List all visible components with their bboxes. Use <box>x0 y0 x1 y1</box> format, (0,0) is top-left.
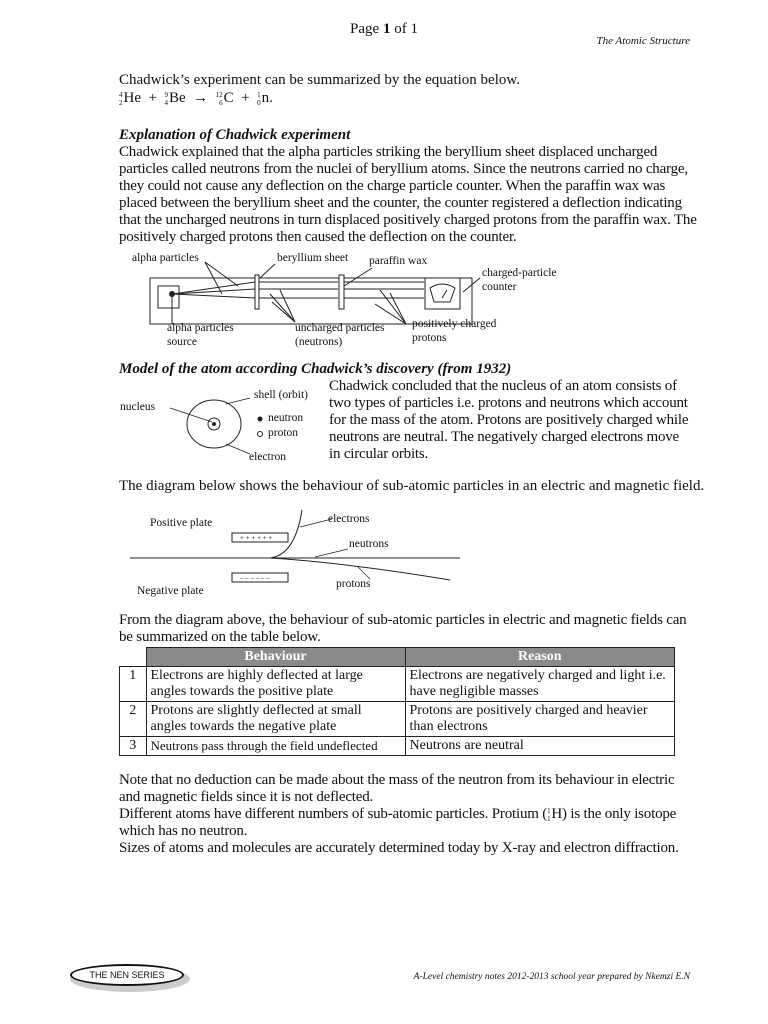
footer-credit: A-Level chemistry notes 2012-2013 school year prepared by Nkemzi E.N <box>413 972 690 982</box>
label-proton: proton <box>268 427 299 439</box>
uncharged-line2: (neutrons) <box>295 336 343 348</box>
header-behaviour: Behaviour <box>146 648 405 667</box>
table-intro: From the diagram above, the behaviour of sub-atomic particles in electric and magnetic fields can be summarized on the table below. <box>119 612 687 645</box>
label-beryllium-sheet: beryllium sheet <box>277 252 349 264</box>
label-counter <box>482 266 557 294</box>
be-z: 4 <box>164 98 168 107</box>
atom-model-diagram <box>150 388 270 458</box>
label-electrons: electrons <box>328 513 370 525</box>
row-number: 3 <box>120 737 147 756</box>
label-electron: electron <box>249 451 287 463</box>
page-prefix: Page <box>350 21 383 37</box>
protons-line1: positively charged <box>412 318 497 330</box>
h-mass: 1 <box>547 806 551 815</box>
header-reason: Reason <box>405 648 675 667</box>
protons-line2: protons <box>412 332 447 344</box>
label-protons-field: protons <box>336 578 371 590</box>
row-number: 1 <box>120 667 147 702</box>
be-mass: 9 <box>164 90 168 99</box>
behaviour-cell: Neutrons pass through the field undeflected <box>146 737 405 756</box>
label-alpha-particles: alpha particles <box>132 252 199 264</box>
label-source <box>167 321 234 349</box>
n-z: 0 <box>257 98 261 107</box>
counter-line2: counter <box>482 281 517 293</box>
model-heading: Model of the atom according Chadwick’s discovery (from 1932) <box>119 361 512 377</box>
n: n. <box>261 90 273 106</box>
intro-text: Chadwick’s experiment can be summarized by the equation below. <box>119 72 520 88</box>
reason-cell: Protons are positively charged and heavier than electrons <box>405 702 675 737</box>
plus: + <box>148 90 157 106</box>
explanation-text: Chadwick explained that the alpha particles striking the beryllium sheet displaced uncharged particles called neutrons from the nuclei of beryllium atoms. Since the neutrons carried no charge, they could not cause any deflection on the charge particle counter. When the paraffin wax was placed between the beryllium sheet and the counter, the counter registered a deflection indicating that the uncharged neutrons in turn displaced positively charged protons from the paraffin wax. The positively charged protons then caused the deflection on the counter. <box>119 144 697 245</box>
uncharged-line1: uncharged particles <box>295 322 385 334</box>
page-current: 1 <box>382 21 391 37</box>
c-z: 6 <box>219 98 223 107</box>
paraffin-wax <box>339 275 344 309</box>
chadwick-equation <box>119 90 273 107</box>
explanation-heading: Explanation of Chadwick experiment <box>119 127 351 143</box>
page-suffix: of 1 <box>390 21 418 37</box>
he: He <box>123 90 141 106</box>
label-neutron: neutron <box>268 412 304 424</box>
source-line2: source <box>167 336 198 348</box>
plus-signs: + + + + + + <box>240 534 273 542</box>
be: Be <box>168 90 186 106</box>
label-positive-plate: Positive plate <box>150 517 213 529</box>
label-paraffin-wax: paraffin wax <box>369 255 428 267</box>
notes <box>119 772 694 857</box>
row-number: 2 <box>120 702 147 737</box>
note-protium-b: H) is the only isotope which has no neutron. <box>119 806 677 839</box>
note-neutron-mass: Note that no deduction can be made about the mass of the neutron from its behaviour in electric and magnetic fields since it is not deflected. <box>119 772 675 805</box>
label-neutrons <box>295 321 385 349</box>
reason-cell: Electrons are negatively charged and light i.e. have negligible masses <box>405 667 675 702</box>
source-line1: alpha particles <box>167 322 234 334</box>
c-mass: 12 <box>215 90 223 99</box>
table-row <box>120 702 675 737</box>
behaviour-cell: Protons are slightly deflected at small angles towards the negative plate <box>146 702 405 737</box>
minus-signs: – – – – – – <box>240 574 270 582</box>
counter-line1: charged-particle <box>482 267 557 279</box>
label-neutrons: neutrons <box>349 538 389 550</box>
c: C <box>223 90 234 106</box>
series-logo: THE NEN SERIES <box>70 964 184 986</box>
model-text: Chadwick concluded that the nucleus of an atom consists of two types of particles i.e. protons and neutrons which account for the mass of the atom. Protons are positively charged while neutrons are neutral. The negatively charged electrons move in circular orbits. <box>329 378 689 462</box>
label-nucleus: nucleus <box>120 401 156 413</box>
beryllium-sheet <box>255 275 259 309</box>
note-protium-a: Different atoms have different numbers of sub-atomic particles. Protium ( <box>119 806 548 822</box>
table-row <box>120 667 675 702</box>
note-protium <box>119 806 694 840</box>
he-z: 2 <box>119 98 123 107</box>
label-protons <box>412 317 496 345</box>
plus: + <box>241 90 250 106</box>
source-box <box>158 286 179 308</box>
behaviour-table <box>119 647 675 756</box>
he-mass: 4 <box>119 90 123 99</box>
running-title: The Atomic Structure <box>596 35 690 47</box>
table-row <box>120 737 675 756</box>
behaviour-cell: Electrons are highly deflected at large angles towards the positive plate <box>146 667 405 702</box>
h-z: 1 <box>547 814 551 823</box>
table-header <box>120 648 675 667</box>
reason-cell: Neutrons are neutral <box>405 737 675 756</box>
n-mass: 1 <box>257 90 261 99</box>
label-negative-plate: Negative plate <box>137 585 204 597</box>
arrow: → <box>193 90 209 106</box>
label-shell: shell (orbit) <box>254 389 308 401</box>
note-sizes: Sizes of atoms and molecules are accurately determined today by X-ray and electron diffraction. <box>119 840 679 856</box>
field-intro: The diagram below shows the behaviour of sub-atomic particles in an electric and magnetic field. <box>119 478 705 494</box>
counter-icon <box>425 278 460 309</box>
